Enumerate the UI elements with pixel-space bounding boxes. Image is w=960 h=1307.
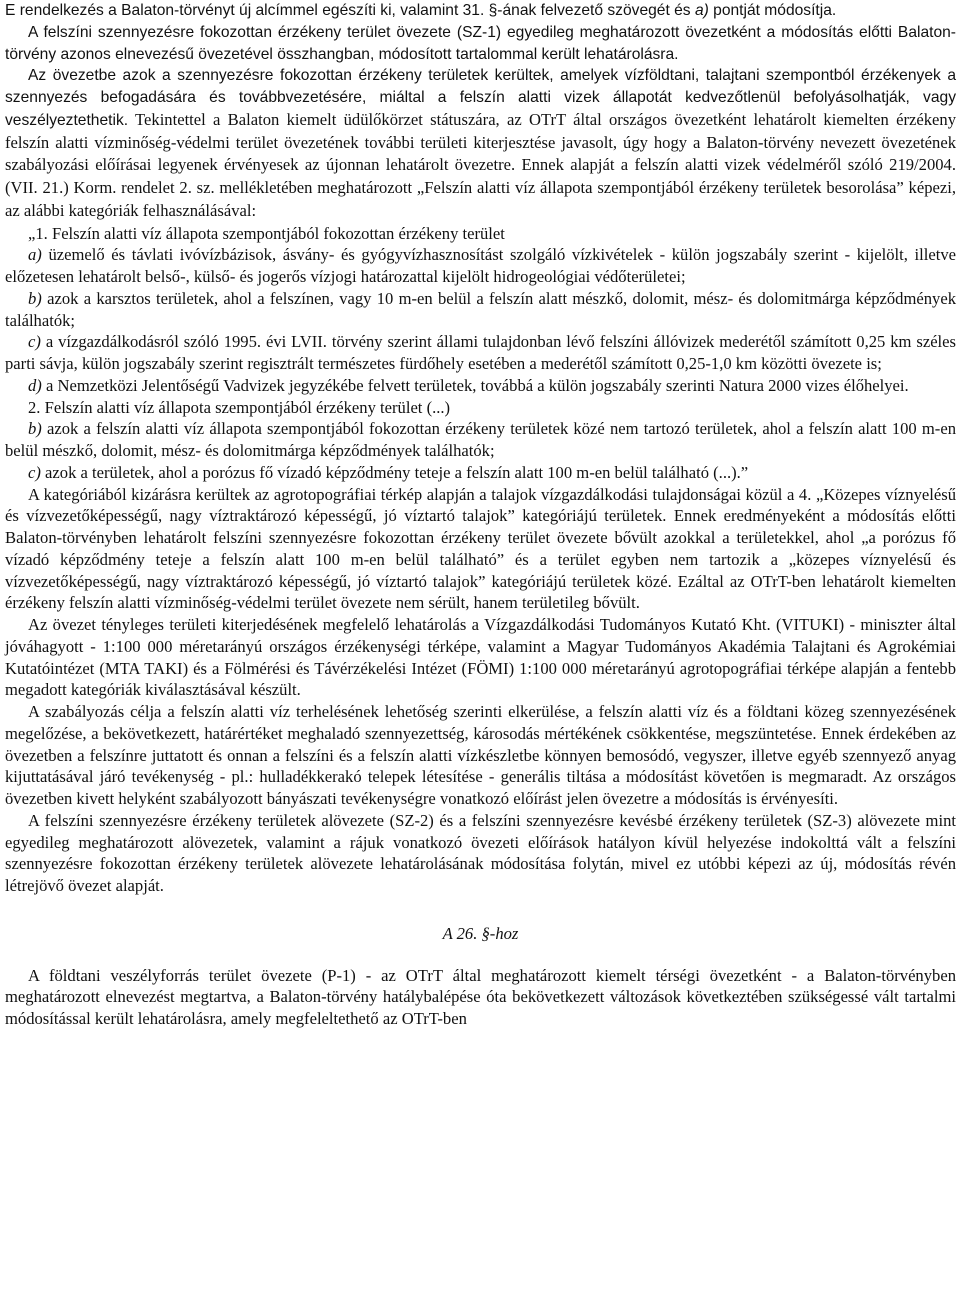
- list-marker: b): [28, 288, 42, 308]
- list-marker: a): [694, 2, 709, 19]
- list-marker: d): [28, 375, 42, 395]
- list-marker: b): [28, 419, 42, 439]
- paragraph: [5, 288, 956, 332]
- paragraph: [5, 484, 956, 615]
- paragraph-text: Az övezet tényleges területi kiterjedésének megfelelő lehatárolás a Vízgazdálkodási Tudományos Kutató Kht. (VITUKI) - miniszter által jóváhagyott - 1:100 000 méretarányú országos érzékenységi térképe, valamint a Magyar Tudományos Akadémia Talajtani és Agrokémiai Kutatóintézet (MTA TAKI) és a Fölmérési és Távérzékelési Intézet (FÖMI) 1:100 000 méretarányú agrotopográfiai térképe alapján a fentebb megadott kategóriák kiválasztásával készült.: [5, 615, 956, 700]
- list-marker: c): [28, 332, 41, 352]
- document-body: [5, 0, 956, 897]
- paragraph: [5, 965, 956, 1030]
- list-marker: c): [28, 462, 41, 482]
- paragraph-text: „1. Felszín alatti víz állapota szempontjából fokozottan érzékeny terület: [28, 223, 505, 243]
- paragraph-text: pontját módosítja.: [708, 2, 837, 19]
- paragraph: [5, 418, 956, 462]
- paragraph: [5, 244, 956, 288]
- paragraph-text: A szabályozás célja a felszín alatti víz terhelésének lehetőség szerinti elkerülése, a felszín alatti víz és a földtani közeg szennyezésének megelőzése, a bekövetkezett, határértéket meghaladó szennyezettség, károsodás mértékének csökkentése, megszüntetése. Ennek érdekében az övezetben a felszínre juttatott és onnan a felszíni és a felszín alatti vízkészletbe könnyen bemosódó, vegyszer, illetve egyéb szennyező anyag kijuttatásával járó tevékenység - pl.: hulladékkerakó telepek létesítése - generális tiltása a módosítást követően is megmaradt. Az országos övezetben kivett helyként szabályozott bányászati tevékenységre vonatkozó előírást jelen övezetre a módosítás is érvényesíti.: [5, 702, 956, 808]
- paragraph-text: azok a területek, ahol a porózus fő vízadó képződmény teteje a felszín alatt 100 m-en belül található (...).”: [40, 462, 749, 482]
- list-marker: a): [28, 245, 42, 265]
- paragraph-text: A földtani veszélyforrás terület övezete (P-1) - az OTrT által meghatározott kiemelt térségi övezetként - a Balaton-törvényben meghatározott elnevezést megtartva, a Balaton-törvény hatálybalépése óta bekövetkezett változások következtében szükségessé vált tartalmi módosítással került lehatárolásra, amely megfeleltethető az OTrT-ben: [5, 965, 956, 1028]
- paragraph-text: E rendelkezés a Balaton-törvényt új alcímmel egészíti ki, valamint 31. §-ának felvezető szövegét és: [5, 2, 695, 19]
- paragraph-text: azok a karsztos területek, ahol a felszínen, vagy 10 m-en belül a felszín alatt mészkő, dolomit, mész- és dolomitmárga képződmények találhatók;: [5, 288, 956, 330]
- section-heading: [5, 923, 956, 945]
- paragraph-text: a Nemzetközi Jelentőségű Vadvizek jegyzékébe felvett területek, továbbá a külön jogszabály szerinti Natura 2000 vizes élőhelyei.: [41, 375, 909, 395]
- paragraph: [5, 22, 956, 66]
- paragraph: [5, 65, 956, 222]
- paragraph-text: A felszíni szennyezésre fokozottan érzékeny terület övezete (SZ-1) egyedileg meghatározott övezetként a módosítás előtti Balaton-törvény azonos elnevezésű övezetével összhangban, módosított tartalommal került lehatárolásra.: [5, 23, 956, 63]
- paragraph: [5, 701, 956, 810]
- paragraph: [5, 331, 956, 375]
- paragraph: [5, 223, 956, 245]
- paragraph-text: Az övezetbe azok a szennyezésre fokozottan érzékeny területek kerültek, amelyek vízföldtani, talajtani szempontból érzékenyek a szennyezés befogadására és továbbvezetésére, miáltal a felszín alatti vizek állapotát kedvezőtlenül befolyásolhatják, vagy veszélyeztethetik.: [5, 67, 956, 129]
- paragraph-text: 2. Felszín alatti víz állapota szempontjából érzékeny terület (...): [28, 397, 451, 417]
- paragraph: [5, 810, 956, 897]
- paragraph-text: azok a felszín alatti víz állapota szempontjából fokozottan érzékeny területek közé nem tartozó területek, ahol a felszín alatt 100 m-en belül mészkő, dolomit, mész- és dolomitmárga képződmények találhatók;: [5, 419, 956, 460]
- paragraph-text: Tekintettel a Balaton kiemelt üdülőkörzet státuszára, az OTrT által országos övezetként lehatárolt kiemelten érzékeny felszín alatti vízminőség-védelmi terület övezetének további területi kiterjesztése javasolt, úgy hogy a Balaton-törvény nevezett övezetének szabályozási előírásai legyenek érvényesek az újonnan lehatárolt övezetre. Ennek alapját a felszín alatti vizek védelméről szóló 219/2004. (VII. 21.) Korm. rendelet 2. sz. mellékletében meghatározott „Felszín alatti víz állapota szempontjából érzékeny területek besorolása” képezi, az alábbi kategóriák felhasználásával:: [5, 109, 956, 220]
- paragraph-text: a vízgazdálkodásról szóló 1995. évi LVII. törvény szerint állami tulajdonban lévő felszíni állóvizek mederétől számított 0,25 km széles parti sávja, külön jogszabály szerint regisztrált természetes fürdőhely esetében a mederétől számított 0,25-1,0 km közötti övezete is;: [5, 332, 956, 373]
- paragraph: [5, 462, 956, 484]
- paragraph: [5, 397, 956, 419]
- paragraph-text: A kategóriából kizárásra kerültek az agrotopográfiai térkép alapján a talajok vízgazdálkodási tulajdonságai közül a 4. „Közepes víznyelésű és vízvezetőképességű, nagy víztraktározó képességű, jó víztartó talajok” kategóriájú területek. Ennek eredményeként a módosítás előtti Balaton-törvényben lehatárolt felszíni szennyezésre fokozottan érzékeny terület övezete bővült azokkal a területekkel, ahol „a porózus fő vízadó képződmény teteje a felszín alatt 100 m-en belül található” és a terület egyben nem tartozik a „közepes víznyelésű és vízvezetőképességű, nagy víztraktározó képességű, jó víztartó talajok” kategóriájú területek közé. Ezáltal az OTrT-ben lehatárolt kiemelten érzékeny felszín alatti vízminőség-védelmi terület övezete nem sérült, hanem területileg bővült.: [5, 484, 956, 613]
- document-tail: [5, 965, 956, 1030]
- paragraph: [5, 0, 956, 22]
- paragraph: [5, 375, 956, 397]
- paragraph-text: üzemelő és távlati ivóvízbázisok, ásvány- és gyógyvízhasznosítást szolgáló vízkivételek - külön jogszabály szerint - kijelölt, illetve előzetesen lehatárolt belső-, külső- és jogerős vízjogi határozattal kijelölt hidrogeológiai védőterületei;: [5, 245, 956, 286]
- section-heading-text: A 26. §-hoz: [442, 923, 519, 943]
- paragraph-text: A felszíni szennyezésre érzékeny területek alövezete (SZ-2) és a felszíni szennyezésre kevésbé érzékeny területek (SZ-3) alövezete mint egyedileg meghatározott alövezetek, valamint a rájuk vonatkozó övezeti előírások hatályon kívül helyezése indokolttá vált a felszíni szennyezésre fokozottan érzékeny területek alövezete lehatárolásának módosítása folytán, mivel ez utóbbi képezi az új, módosítás révén létrejövő övezet alapját.: [5, 810, 956, 895]
- paragraph: [5, 614, 956, 701]
